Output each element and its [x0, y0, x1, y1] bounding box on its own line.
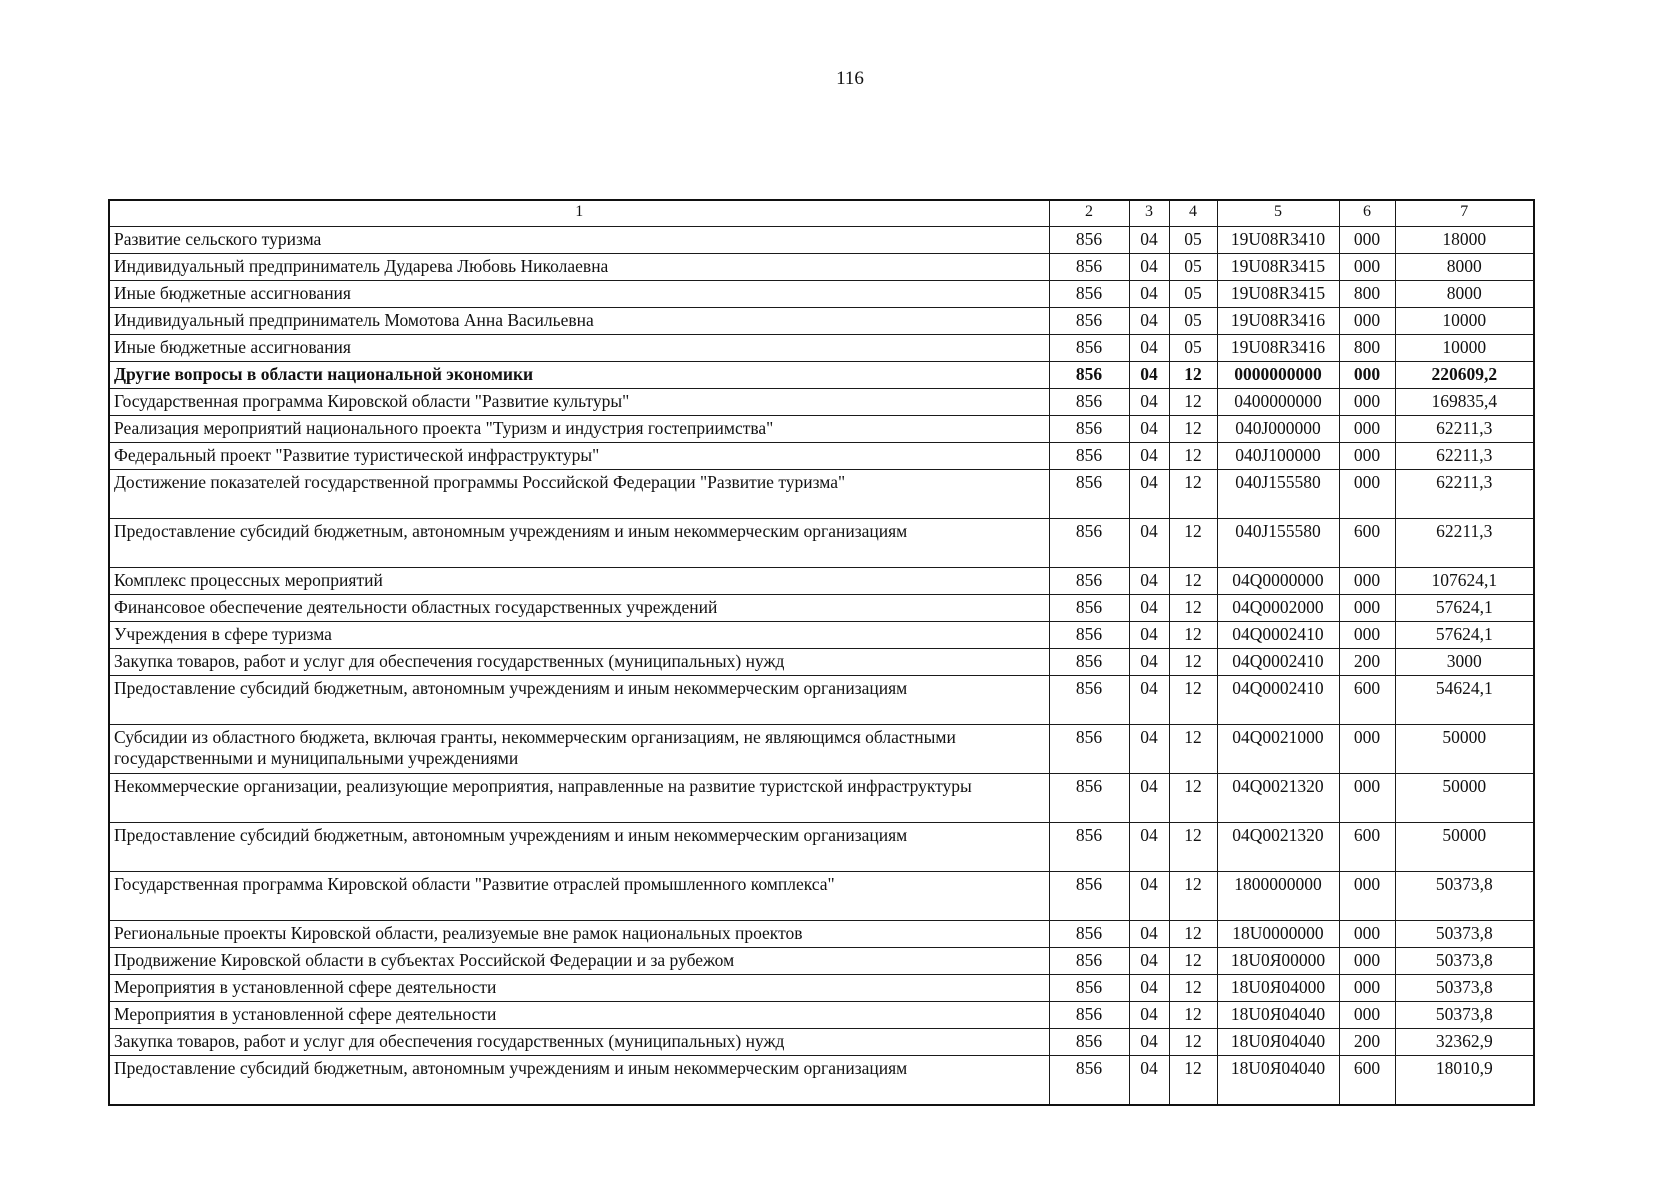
page-number: 116 [836, 68, 864, 89]
cell-amount: 62211,3 [1395, 470, 1534, 519]
cell-name: Иные бюджетные ассигнования [109, 335, 1049, 362]
cell-expense-type: 800 [1339, 335, 1395, 362]
cell-amount: 8000 [1395, 281, 1534, 308]
table-row [109, 1056, 1534, 1106]
cell-admin-code: 856 [1049, 595, 1129, 622]
column-header-3: 3 [1129, 200, 1169, 227]
table-row [109, 519, 1534, 568]
cell-name: Продвижение Кировской области в субъектах Российской Федерации и за рубежом [109, 948, 1049, 975]
cell-amount: 3000 [1395, 649, 1534, 676]
cell-amount: 62211,3 [1395, 443, 1534, 470]
cell-amount: 50373,8 [1395, 872, 1534, 921]
cell-expense-type: 600 [1339, 676, 1395, 725]
cell-expense-type: 000 [1339, 595, 1395, 622]
cell-admin-code: 856 [1049, 872, 1129, 921]
cell-section: 04 [1129, 872, 1169, 921]
cell-name: Предоставление субсидий бюджетным, автономным учреждениям и иным некоммерческим организациям [109, 676, 1049, 725]
cell-name: Региональные проекты Кировской области, реализуемые вне рамок национальных проектов [109, 921, 1049, 948]
cell-admin-code: 856 [1049, 281, 1129, 308]
cell-admin-code: 856 [1049, 227, 1129, 254]
table-row [109, 948, 1534, 975]
cell-name: Закупка товаров, работ и услуг для обеспечения государственных (муниципальных) нужд [109, 1029, 1049, 1056]
cell-subsection: 12 [1169, 975, 1217, 1002]
cell-target-article: 19U08R3415 [1217, 281, 1339, 308]
cell-admin-code: 856 [1049, 649, 1129, 676]
cell-expense-type: 000 [1339, 872, 1395, 921]
cell-name: Государственная программа Кировской области "Развитие культуры" [109, 389, 1049, 416]
cell-name: Индивидуальный предприниматель Момотова Анна Васильевна [109, 308, 1049, 335]
cell-section: 04 [1129, 308, 1169, 335]
cell-name: Некоммерческие организации, реализующие мероприятия, направленные на развитие туристской инфраструктуры [109, 774, 1049, 823]
cell-admin-code: 856 [1049, 823, 1129, 872]
table-row [109, 975, 1534, 1002]
cell-admin-code: 856 [1049, 335, 1129, 362]
cell-admin-code: 856 [1049, 254, 1129, 281]
cell-section: 04 [1129, 389, 1169, 416]
cell-section: 04 [1129, 1029, 1169, 1056]
table-row [109, 725, 1534, 774]
table-row [109, 1029, 1534, 1056]
cell-target-article: 04Q0002000 [1217, 595, 1339, 622]
cell-admin-code: 856 [1049, 443, 1129, 470]
cell-target-article: 04Q0021320 [1217, 774, 1339, 823]
cell-subsection: 12 [1169, 568, 1217, 595]
cell-target-article: 0400000000 [1217, 389, 1339, 416]
cell-admin-code: 856 [1049, 676, 1129, 725]
cell-target-article: 19U08R3416 [1217, 335, 1339, 362]
cell-section: 04 [1129, 975, 1169, 1002]
cell-name: Индивидуальный предприниматель Дударева Любовь Николаевна [109, 254, 1049, 281]
cell-expense-type: 000 [1339, 254, 1395, 281]
cell-target-article: 040J000000 [1217, 416, 1339, 443]
table-row [109, 872, 1534, 921]
cell-subsection: 05 [1169, 254, 1217, 281]
cell-subsection: 12 [1169, 921, 1217, 948]
table-row [109, 774, 1534, 823]
cell-target-article: 04Q0021000 [1217, 725, 1339, 774]
cell-section: 04 [1129, 921, 1169, 948]
cell-target-article: 18U0Я04040 [1217, 1029, 1339, 1056]
cell-admin-code: 856 [1049, 774, 1129, 823]
cell-admin-code: 856 [1049, 568, 1129, 595]
cell-amount: 18000 [1395, 227, 1534, 254]
cell-subsection: 12 [1169, 676, 1217, 725]
cell-admin-code: 856 [1049, 470, 1129, 519]
table-row [109, 676, 1534, 725]
table-row [109, 921, 1534, 948]
cell-target-article: 18U0Я04000 [1217, 975, 1339, 1002]
cell-name: Субсидии из областного бюджета, включая гранты, некоммерческим организациям, не являющимся областными государственными и муниципальными учреждениями [109, 725, 1049, 774]
cell-section: 04 [1129, 568, 1169, 595]
table-row [109, 335, 1534, 362]
cell-expense-type: 000 [1339, 362, 1395, 389]
table-row [109, 470, 1534, 519]
cell-name: Предоставление субсидий бюджетным, автономным учреждениям и иным некоммерческим организациям [109, 519, 1049, 568]
cell-name: Реализация мероприятий национального проекта "Туризм и индустрия гостеприимства" [109, 416, 1049, 443]
cell-name: Иные бюджетные ассигнования [109, 281, 1049, 308]
cell-admin-code: 856 [1049, 308, 1129, 335]
cell-target-article: 18U0Я04040 [1217, 1002, 1339, 1029]
cell-expense-type: 000 [1339, 568, 1395, 595]
cell-amount: 50000 [1395, 725, 1534, 774]
cell-section: 04 [1129, 676, 1169, 725]
cell-section: 04 [1129, 774, 1169, 823]
cell-target-article: 19U08R3410 [1217, 227, 1339, 254]
cell-admin-code: 856 [1049, 362, 1129, 389]
table-row [109, 568, 1534, 595]
cell-name: Предоставление субсидий бюджетным, автономным учреждениям и иным некоммерческим организациям [109, 1056, 1049, 1106]
column-header-4: 4 [1169, 200, 1217, 227]
cell-target-article: 19U08R3416 [1217, 308, 1339, 335]
cell-name: Достижение показателей государственной программы Российской Федерации "Развитие туризма" [109, 470, 1049, 519]
cell-name: Закупка товаров, работ и услуг для обеспечения государственных (муниципальных) нужд [109, 649, 1049, 676]
cell-subsection: 12 [1169, 948, 1217, 975]
cell-expense-type: 000 [1339, 622, 1395, 649]
cell-subsection: 12 [1169, 389, 1217, 416]
cell-section: 04 [1129, 595, 1169, 622]
table-row [109, 389, 1534, 416]
cell-admin-code: 856 [1049, 948, 1129, 975]
cell-amount: 50373,8 [1395, 1002, 1534, 1029]
cell-amount: 57624,1 [1395, 622, 1534, 649]
cell-amount: 107624,1 [1395, 568, 1534, 595]
cell-subsection: 12 [1169, 1002, 1217, 1029]
cell-admin-code: 856 [1049, 389, 1129, 416]
cell-expense-type: 000 [1339, 921, 1395, 948]
cell-expense-type: 600 [1339, 823, 1395, 872]
cell-admin-code: 856 [1049, 725, 1129, 774]
cell-subsection: 12 [1169, 443, 1217, 470]
cell-section: 04 [1129, 519, 1169, 568]
cell-target-article: 04Q0021320 [1217, 823, 1339, 872]
table-row [109, 227, 1534, 254]
table-row [109, 595, 1534, 622]
cell-subsection: 05 [1169, 308, 1217, 335]
cell-subsection: 12 [1169, 595, 1217, 622]
cell-expense-type: 000 [1339, 227, 1395, 254]
cell-expense-type: 000 [1339, 975, 1395, 1002]
table-row [109, 416, 1534, 443]
cell-admin-code: 856 [1049, 1056, 1129, 1106]
cell-target-article: 18U0Я00000 [1217, 948, 1339, 975]
table-header [109, 200, 1534, 227]
table-row [109, 823, 1534, 872]
cell-subsection: 12 [1169, 774, 1217, 823]
table-row [109, 1002, 1534, 1029]
cell-section: 04 [1129, 254, 1169, 281]
cell-amount: 169835,4 [1395, 389, 1534, 416]
cell-target-article: 19U08R3415 [1217, 254, 1339, 281]
column-header-7: 7 [1395, 200, 1534, 227]
cell-name: Мероприятия в установленной сфере деятельности [109, 975, 1049, 1002]
cell-amount: 50373,8 [1395, 948, 1534, 975]
table-row [109, 649, 1534, 676]
cell-target-article: 18U0Я04040 [1217, 1056, 1339, 1106]
cell-expense-type: 800 [1339, 281, 1395, 308]
cell-target-article: 18U0000000 [1217, 921, 1339, 948]
cell-subsection: 12 [1169, 1029, 1217, 1056]
table-row [109, 281, 1534, 308]
cell-expense-type: 000 [1339, 308, 1395, 335]
table-row [109, 254, 1534, 281]
cell-amount: 32362,9 [1395, 1029, 1534, 1056]
cell-name: Учреждения в сфере туризма [109, 622, 1049, 649]
cell-amount: 62211,3 [1395, 519, 1534, 568]
cell-admin-code: 856 [1049, 1002, 1129, 1029]
cell-target-article: 04Q0002410 [1217, 649, 1339, 676]
cell-section: 04 [1129, 362, 1169, 389]
cell-amount: 8000 [1395, 254, 1534, 281]
cell-amount: 220609,2 [1395, 362, 1534, 389]
cell-section: 04 [1129, 416, 1169, 443]
cell-expense-type: 200 [1339, 1029, 1395, 1056]
cell-subsection: 12 [1169, 416, 1217, 443]
cell-target-article: 040J100000 [1217, 443, 1339, 470]
cell-admin-code: 856 [1049, 622, 1129, 649]
cell-amount: 50000 [1395, 823, 1534, 872]
column-header-1: 1 [109, 200, 1049, 227]
header-row [109, 200, 1534, 227]
cell-expense-type: 000 [1339, 774, 1395, 823]
cell-target-article: 1800000000 [1217, 872, 1339, 921]
cell-expense-type: 600 [1339, 519, 1395, 568]
cell-name: Комплекс процессных мероприятий [109, 568, 1049, 595]
cell-admin-code: 856 [1049, 1029, 1129, 1056]
cell-admin-code: 856 [1049, 519, 1129, 568]
cell-target-article: 04Q0002410 [1217, 622, 1339, 649]
cell-subsection: 12 [1169, 362, 1217, 389]
cell-subsection: 12 [1169, 519, 1217, 568]
cell-expense-type: 600 [1339, 1056, 1395, 1106]
cell-section: 04 [1129, 281, 1169, 308]
cell-name: Государственная программа Кировской области "Развитие отраслей промышленного комплекса" [109, 872, 1049, 921]
cell-section: 04 [1129, 823, 1169, 872]
cell-expense-type: 200 [1339, 649, 1395, 676]
table-row [109, 622, 1534, 649]
cell-subsection: 12 [1169, 823, 1217, 872]
cell-subsection: 12 [1169, 725, 1217, 774]
cell-amount: 62211,3 [1395, 416, 1534, 443]
budget-table [108, 199, 1535, 1106]
table-row [109, 308, 1534, 335]
cell-expense-type: 000 [1339, 948, 1395, 975]
cell-section: 04 [1129, 649, 1169, 676]
cell-expense-type: 000 [1339, 416, 1395, 443]
cell-subsection: 05 [1169, 335, 1217, 362]
cell-expense-type: 000 [1339, 443, 1395, 470]
table-row [109, 362, 1534, 389]
cell-expense-type: 000 [1339, 725, 1395, 774]
cell-amount: 50373,8 [1395, 921, 1534, 948]
table-row [109, 443, 1534, 470]
cell-amount: 10000 [1395, 335, 1534, 362]
cell-section: 04 [1129, 1002, 1169, 1029]
cell-amount: 18010,9 [1395, 1056, 1534, 1106]
cell-name: Развитие сельского туризма [109, 227, 1049, 254]
cell-admin-code: 856 [1049, 921, 1129, 948]
cell-subsection: 12 [1169, 1056, 1217, 1106]
column-header-6: 6 [1339, 200, 1395, 227]
cell-amount: 50000 [1395, 774, 1534, 823]
cell-target-article: 0000000000 [1217, 362, 1339, 389]
cell-target-article: 04Q0000000 [1217, 568, 1339, 595]
cell-amount: 57624,1 [1395, 595, 1534, 622]
cell-target-article: 040J155580 [1217, 470, 1339, 519]
cell-amount: 54624,1 [1395, 676, 1534, 725]
cell-section: 04 [1129, 1056, 1169, 1106]
cell-admin-code: 856 [1049, 416, 1129, 443]
cell-subsection: 12 [1169, 872, 1217, 921]
cell-name: Мероприятия в установленной сфере деятельности [109, 1002, 1049, 1029]
cell-target-article: 040J155580 [1217, 519, 1339, 568]
cell-expense-type: 000 [1339, 389, 1395, 416]
cell-section: 04 [1129, 443, 1169, 470]
cell-expense-type: 000 [1339, 1002, 1395, 1029]
cell-expense-type: 000 [1339, 470, 1395, 519]
cell-name: Предоставление субсидий бюджетным, автономным учреждениям и иным некоммерческим организациям [109, 823, 1049, 872]
cell-section: 04 [1129, 725, 1169, 774]
cell-subsection: 12 [1169, 649, 1217, 676]
cell-name: Другие вопросы в области национальной экономики [109, 362, 1049, 389]
cell-name: Федеральный проект "Развитие туристической инфраструктуры" [109, 443, 1049, 470]
cell-subsection: 05 [1169, 281, 1217, 308]
cell-amount: 10000 [1395, 308, 1534, 335]
column-header-5: 5 [1217, 200, 1339, 227]
table-body [109, 227, 1534, 1106]
cell-admin-code: 856 [1049, 975, 1129, 1002]
cell-subsection: 05 [1169, 227, 1217, 254]
cell-name: Финансовое обеспечение деятельности областных государственных учреждений [109, 595, 1049, 622]
cell-section: 04 [1129, 470, 1169, 519]
cell-section: 04 [1129, 622, 1169, 649]
cell-section: 04 [1129, 227, 1169, 254]
cell-target-article: 04Q0002410 [1217, 676, 1339, 725]
cell-subsection: 12 [1169, 470, 1217, 519]
cell-amount: 50373,8 [1395, 975, 1534, 1002]
cell-subsection: 12 [1169, 622, 1217, 649]
cell-section: 04 [1129, 948, 1169, 975]
cell-section: 04 [1129, 335, 1169, 362]
column-header-2: 2 [1049, 200, 1129, 227]
